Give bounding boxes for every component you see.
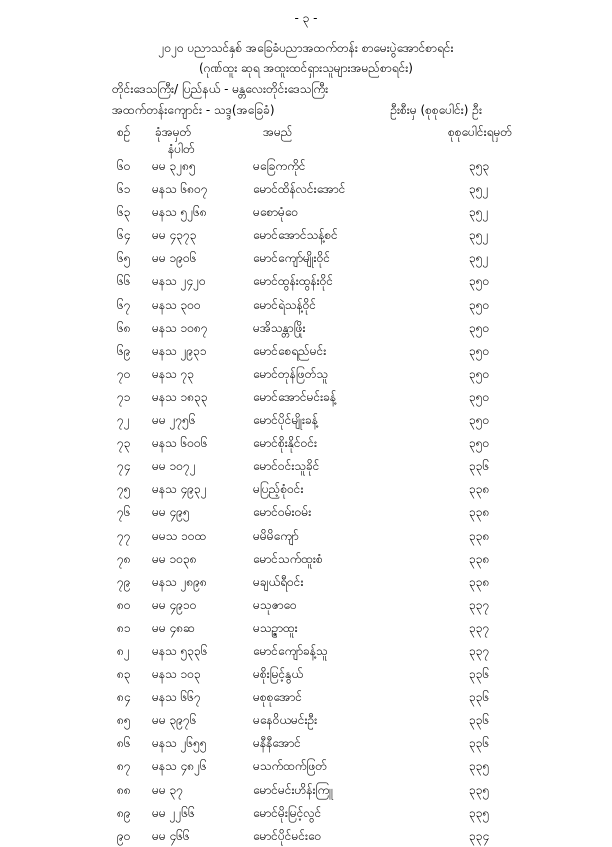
roll-number: မမ ၂၇၅၆ [152, 413, 196, 428]
table-row [0, 293, 612, 316]
total-score: ၃၃၆ [469, 736, 490, 751]
total-score: ၃၃၇ [469, 597, 490, 612]
row-number: ၆၄ [117, 228, 131, 243]
row-number: ၆၆ [117, 274, 131, 289]
region-line: တိုင်းဒေသကြီး/ ပြည်နယ် - မန္တလေးတိုင်းဒေသကြီး [112, 82, 329, 96]
student-name: မောင်စိုးနိုင်ဝင်း [253, 436, 318, 451]
table-row [0, 431, 612, 454]
row-number: ၆၉ [117, 343, 131, 358]
student-name: မစုစုအောင် [253, 690, 303, 705]
results-table [0, 154, 612, 847]
table-row [0, 778, 612, 801]
row-number: ၇၇ [117, 528, 131, 543]
roll-number: မနသ ၂၄၂၀ [152, 274, 206, 289]
roll-number: မမ ၄၈ဆ [152, 620, 195, 635]
roll-number: မမ ၄၉၁၀ [152, 597, 197, 612]
header-no: စဉ် [117, 125, 131, 139]
student-name: မနီနီအောင် [253, 736, 301, 751]
row-number: ၈၃ [117, 667, 131, 682]
total-score: ၃၅၂ [469, 205, 489, 220]
table-row [0, 177, 612, 200]
header-name: အမည် [263, 125, 293, 139]
row-number: ၈၇ [117, 759, 131, 774]
table-row [0, 547, 612, 570]
student-name: မောင်ကျော်မျိုးဝိုင် [253, 251, 330, 266]
table-row [0, 339, 612, 362]
total-score: ၃၃၆ [469, 690, 490, 705]
total-score: ၃၅၂ [469, 228, 489, 243]
table-row [0, 362, 612, 385]
row-number: ၆၈ [117, 320, 131, 335]
student-name: မမိမိကျော် [253, 528, 299, 543]
table-row [0, 500, 612, 523]
roll-number: မနသ ၁၀၃ [152, 667, 201, 682]
student-name: မောင်ဝင်းသူခိုင် [253, 459, 320, 474]
table-row [0, 454, 612, 477]
total-score: ၃၃၈ [469, 528, 490, 543]
row-number: ၇၅ [117, 482, 131, 497]
roll-number: မနသ ၆၆၇ [152, 690, 201, 705]
table-row [0, 754, 612, 777]
roll-number: မမ ၁၉၀၆ [152, 251, 197, 266]
roll-number: မနသ ၄၈၂၆ [152, 759, 207, 774]
table-row [0, 246, 612, 269]
total-score: ၃၃၅ [469, 782, 490, 797]
table-row [0, 200, 612, 223]
student-name: မောင်အောင်မင်းခန့် [253, 389, 337, 404]
roll-number: မနသ ၃၀၀ [152, 297, 201, 312]
total-score: ၃၅၀ [469, 436, 490, 451]
row-number: ၇၂ [117, 413, 130, 428]
table-row [0, 662, 612, 685]
total-score: ၃၅၃ [469, 159, 490, 173]
total-score: ၃၅၀ [469, 343, 490, 358]
roll-number: မနသ ၁၈၃၃ [152, 389, 208, 404]
table-row [0, 269, 612, 292]
student-name: မောင်ထွန်းထွန်းဝိုင် [253, 274, 334, 289]
roll-number: မမ ၄၃၇၃ [152, 228, 197, 243]
student-name: မောင်အောင်သန့်စင် [253, 228, 338, 243]
row-number: ၈၂ [117, 643, 130, 658]
roll-number: မမသ ၁၀ထ [152, 528, 207, 543]
total-score: ၃၃၆ [469, 459, 490, 474]
total-score: ၃၃၇ [469, 620, 490, 635]
total-score: ၃၃၇ [469, 643, 490, 658]
total-score: ၃၅၂ [469, 182, 489, 197]
row-number: ၇၈ [117, 551, 131, 566]
student-name: မောင်သက်ထူးစံ [253, 551, 323, 566]
roll-number: မနသ ၅၃၃၆ [152, 643, 208, 658]
row-number: ၆၀ [117, 159, 131, 173]
row-number: ၇၄ [117, 459, 131, 474]
student-name: မစိုးမြင့်နွယ် [253, 667, 304, 682]
total-score: ၃၃၆ [469, 667, 490, 682]
roll-number: မမ ၁၀၇၂ [152, 459, 196, 474]
row-number: ၆၇ [117, 297, 131, 312]
row-number: ၆၃ [117, 205, 131, 220]
total-score: ၃၃၈ [469, 574, 490, 589]
student-name: မောင်စေရည်မင်း [253, 343, 327, 358]
row-number: ၆၁ [117, 182, 131, 197]
student-name: မသုဇာဝေ [253, 597, 297, 612]
roll-number: မနသ ၂၈၉၈ [152, 574, 207, 589]
school-line: အထက်တန်းကျောင်း - သဒ္ဒ(အခြေခံ) [112, 103, 275, 117]
row-number: ၈၀ [117, 597, 131, 612]
total-score: ၃၃၆ [469, 713, 490, 728]
total-score: ၃၃၈ [469, 505, 490, 520]
student-name: မောင်ပိုင်မင်းဝေ [253, 828, 322, 843]
total-score: ၃၅၀ [469, 274, 490, 289]
student-name: မောင်ကျော်ခန့်သူ [253, 643, 328, 658]
student-name: မချယ်ရီဝင်း [253, 574, 304, 589]
row-number: ၇၉ [117, 574, 131, 589]
table-row [0, 731, 612, 754]
row-number: ၆၅ [117, 251, 131, 266]
total-score: ၃၃၈ [469, 482, 490, 497]
student-name: မောင်ထိန်လင်းအောင် [253, 182, 346, 197]
roll-number: မနသ ၁၀၈၇ [152, 320, 208, 335]
row-number: ၈၄ [117, 690, 131, 705]
document-title: ၂၀၂၀ ပညာသင်နှစ် အခြေခံပညာအထက်တန်း စာမေးပွဲအောင်စာရင်း [158, 41, 454, 55]
subject-count-line: ဦးစီးမှ (စုစုပေါင်း) ဦး [390, 103, 482, 117]
roll-number: မနသ ၆၀၀၆ [152, 436, 208, 451]
row-number: ၈၈ [117, 782, 131, 797]
student-name: မခြေကကိုင် [253, 159, 306, 173]
table-row [0, 524, 612, 547]
table-row [0, 639, 612, 662]
total-score: ၃၃၅ [469, 805, 490, 820]
page-number: - ၃ - [294, 11, 318, 25]
roll-number: မနသ ၄၉၃၂ [152, 482, 207, 497]
student-name: မစောမုံဝေ [253, 205, 299, 220]
roll-number: မမ ၃၇ [152, 782, 184, 797]
row-number: ၈၉ [117, 805, 131, 820]
total-score: ၃၅၀ [469, 366, 490, 381]
student-name: မောင်ပိုင်မျိုးခန့် [253, 413, 318, 428]
table-row [0, 616, 612, 639]
table-row [0, 824, 612, 847]
total-score: ၃၃၄ [469, 828, 490, 843]
roll-number: မမ ၄၆၆ [152, 828, 190, 843]
table-row [0, 223, 612, 246]
row-number: ၇၃ [117, 436, 131, 451]
roll-number: မမ ၂၂၆၆ [152, 805, 195, 820]
total-score: ၃၅၂ [469, 251, 489, 266]
header-roll-no-sub: နံပါတ် [168, 142, 195, 156]
row-number: ၇၀ [117, 366, 131, 381]
total-score: ၃၅၀ [469, 389, 490, 404]
table-row [0, 154, 612, 177]
total-score: ၃၅၀ [469, 297, 490, 312]
student-name: မောင်မင်းဟိန်းကြူ [253, 782, 333, 797]
row-number: ၇၁ [117, 389, 131, 404]
table-row [0, 316, 612, 339]
student-name: မသဥ္ဇာထူး [253, 620, 298, 635]
table-row [0, 570, 612, 593]
student-name: မအိသန္တာဖြိုး [253, 320, 306, 335]
table-row [0, 593, 612, 616]
student-name: မောင်မိုးမြင့်လွင် [253, 805, 322, 820]
student-name: မပြည့်စုံဝင်း [253, 482, 304, 497]
roll-number: မမ ၃၂၈၅ [152, 159, 196, 173]
table-row [0, 708, 612, 731]
row-number: ၉၀ [117, 828, 131, 843]
roll-number: မမ ၁၀၃၈ [152, 551, 197, 566]
student-name: မောင်ဝမ်းဝမ်း [253, 505, 312, 520]
header-score: စုစုပေါင်းရမှတ် [448, 125, 513, 139]
roll-number: မနသ ၂၆၅၅ [152, 736, 207, 751]
roll-number: မမ ၄၉၅ [152, 505, 190, 520]
table-row [0, 685, 612, 708]
roll-number: မနသ ၂၉၃၁ [152, 343, 207, 358]
roll-number: မနသ ၇၃ [152, 366, 194, 381]
row-number: ၈၅ [117, 713, 131, 728]
total-score: ၃၅၀ [469, 413, 490, 428]
table-row [0, 477, 612, 500]
table-row [0, 385, 612, 408]
table-row [0, 801, 612, 824]
table-row [0, 408, 612, 431]
student-name: မောင်ရဲသန့်ဝိုင် [253, 297, 317, 312]
total-score: ၃၃၅ [469, 759, 490, 774]
roll-number: မနသ ၆၈၀၇ [152, 182, 208, 197]
roll-number: မနသ ၅၂၆၈ [152, 205, 207, 220]
roll-number: မမ ၃၉၇၆ [152, 713, 197, 728]
total-score: ၃၅၀ [469, 320, 490, 335]
student-name: မနေဝိယမင်းဦး [253, 713, 318, 728]
document-subtitle: (ဂုဏ်ထူး ဆုရ အထူးထင်ရှားသူများအမည်စာရင်း) [199, 61, 413, 75]
row-number: ၈၁ [117, 620, 131, 635]
row-number: ၇၆ [117, 505, 131, 520]
total-score: ၃၃၈ [469, 551, 490, 566]
student-name: မောင်တုန်ဖြတ်သူ [253, 366, 329, 381]
header-roll-no: ခုံအမှတ် [155, 125, 192, 139]
row-number: ၈၆ [117, 736, 131, 751]
student-name: မသက်ထက်ဖြတ် [253, 759, 328, 774]
